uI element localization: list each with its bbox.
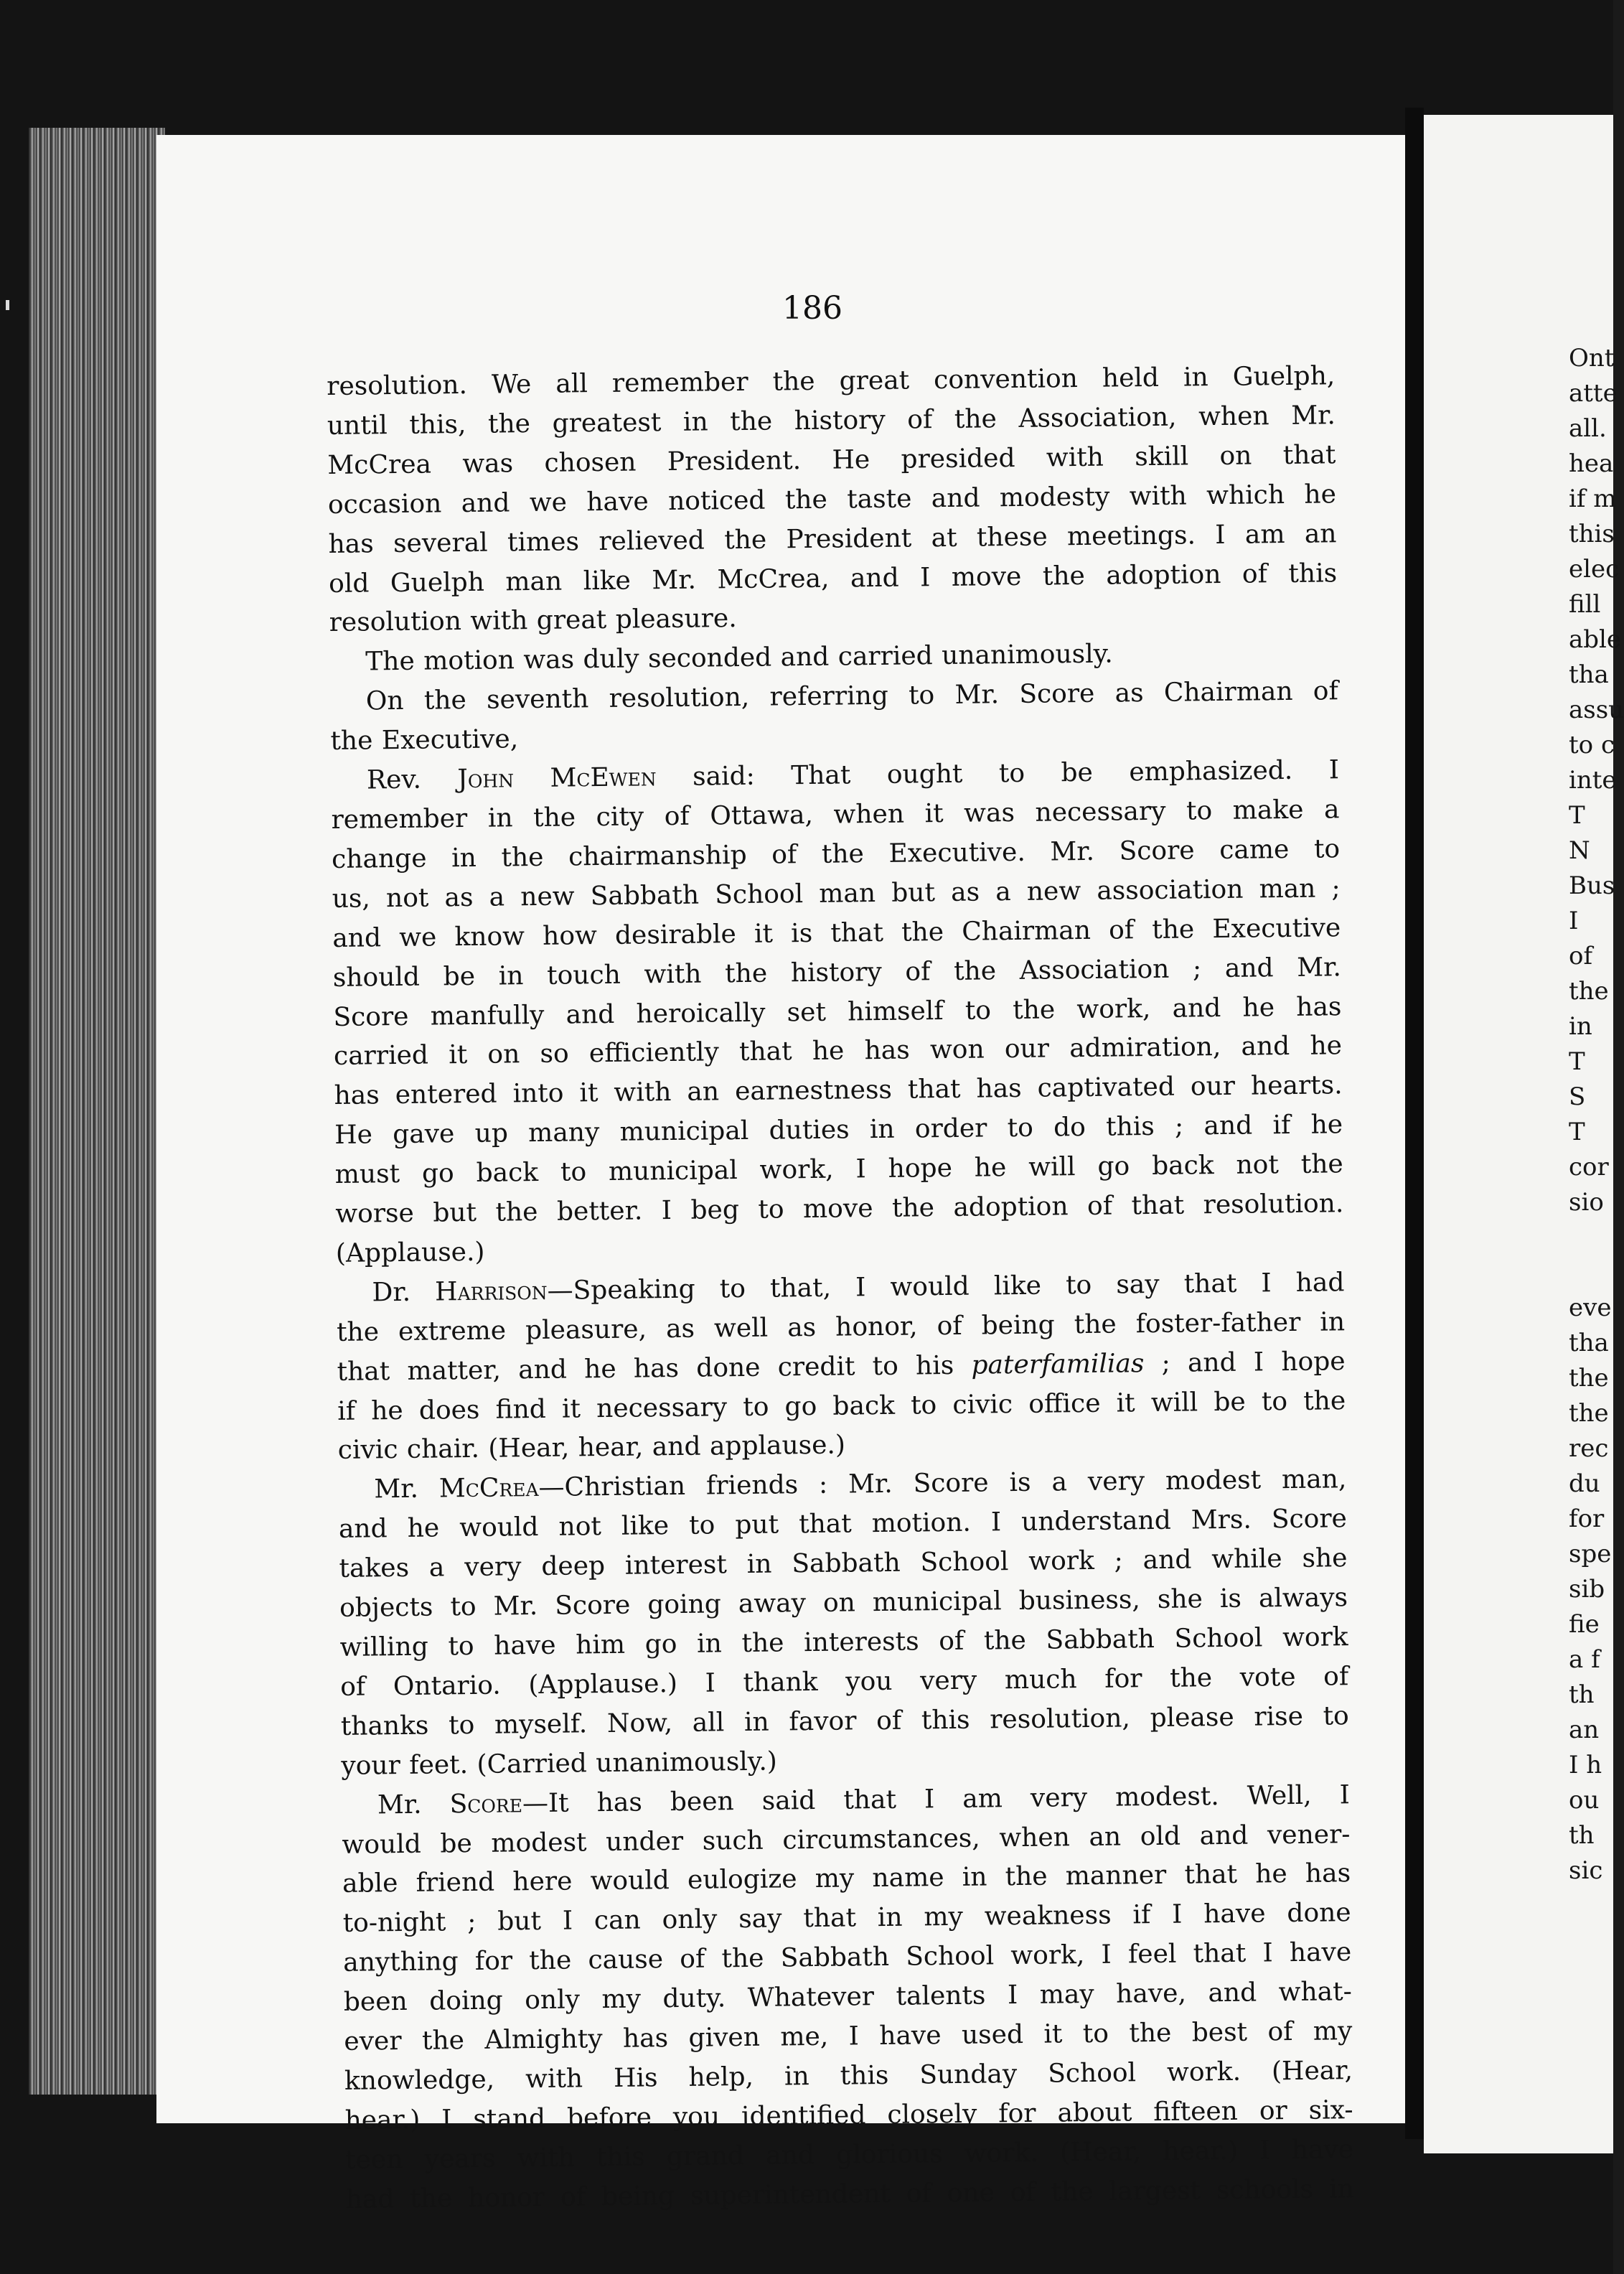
facing-page-fragment: S	[1569, 1082, 1586, 1111]
paragraph-line: civic chair. (Hear, hear, and applause.)	[337, 1430, 846, 1466]
speaker-title: Mr.	[377, 1789, 450, 1820]
paragraph-line: of Ontario. (Applause.) I thank you very much for the vote of	[340, 1662, 1349, 1702]
facing-page-fragment: all.	[1569, 414, 1607, 443]
facing-page-fragment: the	[1569, 1364, 1609, 1393]
facing-page-fragment: for	[1569, 1505, 1605, 1533]
facing-page-fragment: in	[1569, 1012, 1592, 1041]
speaker-name: McCrea	[438, 1473, 539, 1504]
facing-page-fragment: fill	[1569, 590, 1601, 619]
facing-page-fragment: a f	[1569, 1645, 1600, 1674]
paragraph-line: and he would not like to put that motion. I understand Mrs. Score	[338, 1504, 1348, 1545]
paragraph-line: if he does find it necessary to go back to civic office it will be to the	[337, 1385, 1346, 1426]
paragraph-line: hear.) I stand before you identified closely for about fifteen or six-	[344, 2095, 1353, 2135]
facing-page-fragment: Bus	[1569, 871, 1615, 900]
paragraph-line: your feet. (Carried unanimously.)	[341, 1746, 778, 1781]
paragraph-line: objects to Mr. Score going away on municipal business, she is always	[339, 1583, 1348, 1623]
facing-page-fragment: T	[1569, 801, 1585, 830]
speaker-name: Score	[449, 1788, 523, 1819]
paragraph-line: knowledge, with His help, in this Sunday School work. (Hear,	[344, 2056, 1353, 2096]
paragraph-line: The motion was duly seconded and carried unanimously.	[365, 639, 1113, 677]
speaker-title: Rev.	[366, 764, 458, 795]
facing-page-fragment: spe	[1569, 1540, 1612, 1568]
paragraph-line: takes a very deep interest in Sabbath School work ; and while she	[339, 1543, 1348, 1584]
speaker-title: Mr.	[374, 1474, 440, 1505]
facing-page-fragment: N	[1569, 836, 1590, 865]
paragraph-line: On the seventh resolution, referring to Mr. Score as Chairman of	[365, 676, 1339, 716]
facing-page-fragment: inte	[1569, 766, 1617, 795]
paragraph-line: teen years with this grand and glorious work. (Hear, hear.) I have	[344, 2134, 1354, 2175]
italic-word: paterfamilias	[971, 1348, 1145, 1380]
facing-page-fragment: rec	[1569, 1434, 1609, 1463]
facing-page-fragment: atte	[1569, 379, 1618, 408]
facing-page-fragment: able	[1569, 625, 1622, 654]
facing-page-fragment: of	[1569, 942, 1593, 970]
paragraph-line: has entered into it with an earnestness that has captivated our hearts.	[334, 1070, 1343, 1111]
page-edges	[29, 128, 165, 2095]
page-number: 186	[782, 290, 842, 327]
paragraph-text: ; and I hope	[1144, 1346, 1346, 1378]
facing-page-fragment: eve	[1569, 1293, 1612, 1322]
book-gutter	[1405, 108, 1424, 2139]
paragraph-text: that matter, and he has done credit to his	[337, 1350, 972, 1387]
scan-mark	[6, 300, 9, 310]
paragraph-line: until this, the greatest in the history of the Association, when Mr.	[327, 401, 1336, 441]
paragraph-line: should be in touch with the history of the Association ; and Mr.	[332, 952, 1342, 993]
facing-page-fragment: I h	[1569, 1751, 1602, 1779]
facing-page-fragment: I	[1569, 907, 1579, 935]
page-body-text	[327, 357, 1354, 2219]
paragraph-text: —Christian friends : Mr. Score is a very modest man,	[538, 1464, 1347, 1503]
paragraph-line: able friend here would eulogize my name in the manner that he has	[342, 1858, 1351, 1899]
paragraph-line: (Applause.)	[335, 1237, 485, 1268]
paragraph-line: the extreme pleasure, as well as honor, of being the foster-father in	[336, 1306, 1346, 1347]
paragraph-line: resolution. We all remember the great convention held in Guelph,	[327, 361, 1336, 401]
paragraph-line: had the honor of being superintendent of one of the largest schools in	[345, 2174, 1354, 2214]
paragraph-text: —It has been said that I am very modest. Well, I	[522, 1779, 1351, 1818]
facing-page-fragment: ou	[1569, 1786, 1600, 1815]
paragraph-line: would be modest under such circumstances, when an old and vener-	[342, 1819, 1351, 1860]
paragraph-line: resolution with great pleasure.	[329, 604, 737, 638]
speaker-name: Harrison	[434, 1276, 548, 1307]
facing-page-fragment: tha	[1569, 660, 1609, 689]
facing-page-fragment: hea	[1569, 449, 1614, 478]
paragraph-line: carried it on so efficiently that he has won our admiration, and he	[333, 1031, 1343, 1072]
paragraph-line: us, not as a new Sabbath School man but as a new association man ;	[332, 874, 1341, 914]
facing-page-fragment: cor	[1569, 1153, 1609, 1182]
paragraph-line: the Executive,	[330, 724, 519, 757]
paragraph-line: willing to have him go in the interests of the Sabbath School work	[339, 1622, 1348, 1662]
facing-page-fragment: T	[1569, 1118, 1585, 1146]
paragraph-text: said: That ought to be emphasized. I	[656, 755, 1340, 792]
facing-page-fragment: this	[1569, 520, 1615, 548]
paragraph-line: to-night ; but I can only say that in my weakness if I have done	[342, 1898, 1351, 1939]
speaker-name: John McEwen	[457, 762, 657, 795]
facing-page-fragment: the	[1569, 1399, 1609, 1428]
facing-page-fragment: T	[1569, 1047, 1585, 1076]
paragraph-text: —Speaking to that, I would like to say that I had	[547, 1268, 1345, 1306]
facing-page-fragment: th	[1569, 1680, 1595, 1709]
facing-page-gap	[1569, 1220, 1613, 1291]
facing-page-fragment: the	[1569, 977, 1609, 1006]
facing-page-fragment: du	[1569, 1469, 1600, 1498]
facing-page-fragment: tha	[1569, 1329, 1609, 1357]
paragraph-line: remember in the city of Ottawa, when it was necessary to make a	[331, 795, 1340, 835]
paragraph-line: has several times relieved the President at these meetings. I am an	[328, 518, 1337, 559]
paragraph-line: Score manfully and heroically set himself to the work, and he has	[333, 991, 1342, 1032]
facing-page-fragment: th	[1569, 1821, 1595, 1850]
facing-page-fragment: if m	[1569, 485, 1617, 513]
speaker-title: Dr.	[372, 1277, 436, 1308]
facing-page-fragment: Ont	[1569, 344, 1615, 373]
paragraph-line: ever the Almighty has given me, I have used it to the best of my	[344, 2016, 1353, 2057]
paragraph-line: been doing only my duty. Whatever talents I may have, and what-	[343, 1977, 1352, 2018]
paragraph-line: and we know how desirable it is that the Chairman of the Executive	[332, 912, 1341, 953]
paragraph-line: anything for the cause of the Sabbath School work, I feel that I have	[343, 1937, 1352, 1978]
paragraph-line: thanks to myself. Now, all in favor of this resolution, please rise to	[340, 1700, 1349, 1741]
facing-page-fragment: sio	[1569, 1188, 1604, 1217]
facing-page-fragment: sib	[1569, 1575, 1605, 1604]
paragraph-line: McCrea was chosen President. He presided with skill on that	[327, 440, 1336, 480]
facing-page-fragment: to c	[1569, 731, 1615, 759]
facing-page-fragment: elec	[1569, 555, 1620, 584]
paragraph-line: old Guelph man like Mr. McCrea, and I move the adoption of this	[328, 558, 1338, 599]
facing-page-fragment: sic	[1569, 1856, 1603, 1885]
facing-page-text-fragments	[1569, 341, 1624, 1889]
paragraph-line: worse but the better. I beg to move the adoption of that resolution.	[335, 1189, 1344, 1229]
paragraph-line: occasion and we have noticed the taste and modesty with which he	[327, 479, 1337, 520]
paragraph-line: must go back to municipal work, I hope he will go back not the	[334, 1149, 1343, 1190]
paragraph-line: He gave up many municipal duties in order to do this ; and if he	[334, 1110, 1343, 1151]
facing-page-fragment: an	[1569, 1716, 1600, 1744]
facing-page-fragment: assu	[1569, 696, 1624, 724]
facing-page-fragment: fie	[1569, 1610, 1600, 1639]
paragraph-line: change in the chairmanship of the Executive. Mr. Score came to	[331, 834, 1341, 874]
